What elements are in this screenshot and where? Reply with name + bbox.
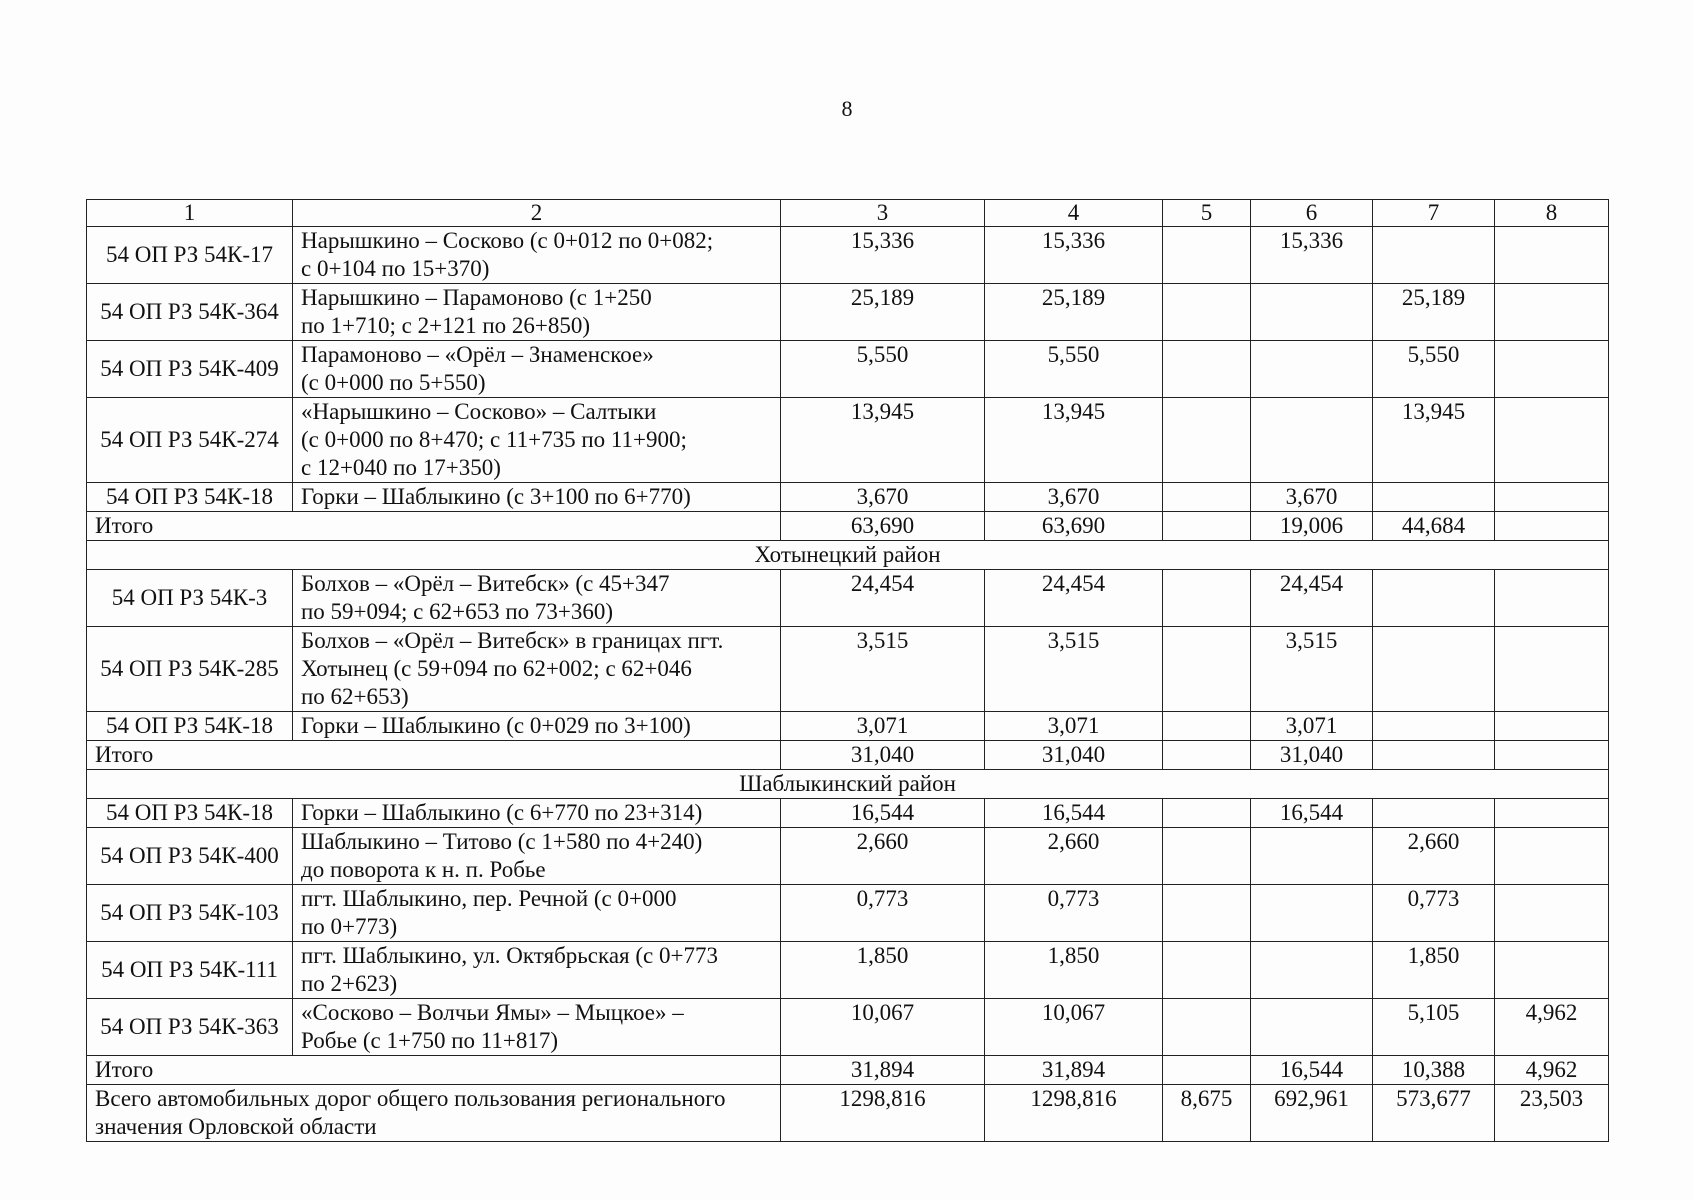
value-cell bbox=[1251, 828, 1373, 885]
column-header: 2 bbox=[293, 200, 781, 227]
road-code: 54 ОП РЗ 54К-3 bbox=[87, 570, 293, 627]
value-cell: 3,670 bbox=[985, 483, 1163, 512]
table-row bbox=[87, 570, 1609, 627]
column-header: 3 bbox=[781, 200, 985, 227]
value-cell bbox=[1251, 398, 1373, 483]
table-row bbox=[87, 828, 1609, 885]
road-name: пгт. Шаблыкино, пер. Речной (с 0+000 по 0+773) bbox=[293, 885, 781, 942]
road-code: 54 ОП РЗ 54К-400 bbox=[87, 828, 293, 885]
road-name: «Сосково – Волчьи Ямы» – Мыцкое» – Робье (с 1+750 по 11+817) bbox=[293, 999, 781, 1056]
value-cell: 16,544 bbox=[781, 799, 985, 828]
value-cell: 2,660 bbox=[781, 828, 985, 885]
total-cell bbox=[1163, 1056, 1251, 1085]
value-cell: 13,945 bbox=[985, 398, 1163, 483]
section-row bbox=[87, 541, 1609, 570]
road-name: Горки – Шаблыкино (с 6+770 по 23+314) bbox=[293, 799, 781, 828]
value-cell bbox=[1495, 284, 1609, 341]
value-cell bbox=[1251, 999, 1373, 1056]
value-cell: 1,850 bbox=[985, 942, 1163, 999]
value-cell: 2,660 bbox=[985, 828, 1163, 885]
total-cell: 23,503 bbox=[1495, 1085, 1609, 1142]
total-cell bbox=[1163, 512, 1251, 541]
table-row bbox=[87, 999, 1609, 1056]
total-cell bbox=[1163, 741, 1251, 770]
value-cell: 3,071 bbox=[985, 712, 1163, 741]
road-code: 54 ОП РЗ 54К-18 bbox=[87, 799, 293, 828]
value-cell bbox=[1495, 942, 1609, 999]
value-cell: 15,336 bbox=[985, 227, 1163, 284]
total-cell: 31,894 bbox=[781, 1056, 985, 1085]
value-cell bbox=[1251, 885, 1373, 942]
value-cell bbox=[1163, 570, 1251, 627]
total-cell: 10,388 bbox=[1373, 1056, 1495, 1085]
column-header: 8 bbox=[1495, 200, 1609, 227]
value-cell: 1,850 bbox=[781, 942, 985, 999]
total-label: Итого bbox=[87, 1056, 781, 1085]
value-cell bbox=[1373, 627, 1495, 712]
total-label: Всего автомобильных дорог общего пользования регионального значения Орловской области bbox=[87, 1085, 781, 1142]
column-header: 5 bbox=[1163, 200, 1251, 227]
table-row bbox=[87, 483, 1609, 512]
value-cell bbox=[1373, 483, 1495, 512]
value-cell bbox=[1163, 341, 1251, 398]
value-cell: 10,067 bbox=[781, 999, 985, 1056]
value-cell: 3,071 bbox=[1251, 712, 1373, 741]
value-cell: 3,670 bbox=[1251, 483, 1373, 512]
value-cell: 15,336 bbox=[1251, 227, 1373, 284]
table-row bbox=[87, 799, 1609, 828]
value-cell: 0,773 bbox=[781, 885, 985, 942]
value-cell bbox=[1251, 341, 1373, 398]
total-cell bbox=[1373, 741, 1495, 770]
value-cell bbox=[1373, 799, 1495, 828]
column-header: 1 bbox=[87, 200, 293, 227]
value-cell: 24,454 bbox=[1251, 570, 1373, 627]
table-row bbox=[87, 284, 1609, 341]
value-cell: 13,945 bbox=[781, 398, 985, 483]
table-row bbox=[87, 942, 1609, 999]
value-cell bbox=[1163, 799, 1251, 828]
column-header: 7 bbox=[1373, 200, 1495, 227]
value-cell bbox=[1163, 942, 1251, 999]
value-cell bbox=[1495, 483, 1609, 512]
road-code: 54 ОП РЗ 54К-18 bbox=[87, 483, 293, 512]
road-code: 54 ОП РЗ 54К-285 bbox=[87, 627, 293, 712]
value-cell: 25,189 bbox=[781, 284, 985, 341]
value-cell: 1,850 bbox=[1373, 942, 1495, 999]
road-code: 54 ОП РЗ 54К-364 bbox=[87, 284, 293, 341]
value-cell bbox=[1495, 570, 1609, 627]
value-cell bbox=[1163, 627, 1251, 712]
value-cell: 5,105 bbox=[1373, 999, 1495, 1056]
road-code: 54 ОП РЗ 54К-363 bbox=[87, 999, 293, 1056]
total-cell: 1298,816 bbox=[985, 1085, 1163, 1142]
road-name: «Нарышкино – Сосково» – Салтыки (с 0+000 по 8+470; с 11+735 по 11+900; с 12+040 по 17+350) bbox=[293, 398, 781, 483]
road-name: Горки – Шаблыкино (с 0+029 по 3+100) bbox=[293, 712, 781, 741]
table-row bbox=[87, 398, 1609, 483]
road-name: Горки – Шаблыкино (с 3+100 по 6+770) bbox=[293, 483, 781, 512]
total-cell: 1298,816 bbox=[781, 1085, 985, 1142]
section-row bbox=[87, 770, 1609, 799]
value-cell bbox=[1495, 799, 1609, 828]
value-cell bbox=[1495, 828, 1609, 885]
section-title: Хотынецкий район bbox=[87, 541, 1609, 570]
value-cell bbox=[1163, 227, 1251, 284]
road-name: пгт. Шаблыкино, ул. Октябрьская (с 0+773 по 2+623) bbox=[293, 942, 781, 999]
value-cell bbox=[1495, 885, 1609, 942]
total-cell bbox=[1495, 512, 1609, 541]
road-table bbox=[86, 199, 1609, 1142]
value-cell: 5,550 bbox=[985, 341, 1163, 398]
page-number: 8 bbox=[841, 96, 853, 121]
total-cell bbox=[1495, 741, 1609, 770]
value-cell bbox=[1495, 627, 1609, 712]
value-cell: 3,071 bbox=[781, 712, 985, 741]
total-cell: 19,006 bbox=[1251, 512, 1373, 541]
total-cell: 63,690 bbox=[781, 512, 985, 541]
total-cell: 16,544 bbox=[1251, 1056, 1373, 1085]
value-cell bbox=[1163, 712, 1251, 741]
road-code: 54 ОП РЗ 54К-111 bbox=[87, 942, 293, 999]
road-name: Болхов – «Орёл – Витебск» (с 45+347 по 59+094; с 62+653 по 73+360) bbox=[293, 570, 781, 627]
value-cell bbox=[1373, 712, 1495, 741]
total-label: Итого bbox=[87, 512, 781, 541]
value-cell bbox=[1163, 999, 1251, 1056]
total-row bbox=[87, 741, 1609, 770]
value-cell bbox=[1163, 284, 1251, 341]
value-cell bbox=[1495, 227, 1609, 284]
table-row bbox=[87, 627, 1609, 712]
value-cell bbox=[1495, 712, 1609, 741]
road-name: Нарышкино – Парамоново (с 1+250 по 1+710; с 2+121 по 26+850) bbox=[293, 284, 781, 341]
value-cell bbox=[1373, 570, 1495, 627]
total-cell: 573,677 bbox=[1373, 1085, 1495, 1142]
value-cell bbox=[1251, 942, 1373, 999]
value-cell: 3,515 bbox=[985, 627, 1163, 712]
total-cell: 692,961 bbox=[1251, 1085, 1373, 1142]
value-cell: 13,945 bbox=[1373, 398, 1495, 483]
table-row bbox=[87, 227, 1609, 284]
road-name: Шаблыкино – Титово (с 1+580 по 4+240) до поворота к н. п. Робье bbox=[293, 828, 781, 885]
value-cell bbox=[1495, 398, 1609, 483]
value-cell: 16,544 bbox=[985, 799, 1163, 828]
value-cell bbox=[1251, 284, 1373, 341]
table-row bbox=[87, 885, 1609, 942]
road-name: Болхов – «Орёл – Витебск» в границах пгт. Хотынец (с 59+094 по 62+002; с 62+046 по 62+653) bbox=[293, 627, 781, 712]
value-cell bbox=[1495, 341, 1609, 398]
value-cell: 4,962 bbox=[1495, 999, 1609, 1056]
total-row bbox=[87, 1056, 1609, 1085]
road-name: Нарышкино – Сосково (с 0+012 по 0+082; с 0+104 по 15+370) bbox=[293, 227, 781, 284]
value-cell bbox=[1163, 398, 1251, 483]
total-cell: 63,690 bbox=[985, 512, 1163, 541]
total-row bbox=[87, 512, 1609, 541]
road-code: 54 ОП РЗ 54К-274 bbox=[87, 398, 293, 483]
value-cell: 3,515 bbox=[781, 627, 985, 712]
value-cell bbox=[1163, 828, 1251, 885]
total-label: Итого bbox=[87, 741, 781, 770]
road-code: 54 ОП РЗ 54К-18 bbox=[87, 712, 293, 741]
table-header-row bbox=[87, 200, 1609, 227]
value-cell bbox=[1373, 227, 1495, 284]
total-cell: 31,040 bbox=[1251, 741, 1373, 770]
total-cell: 4,962 bbox=[1495, 1056, 1609, 1085]
total-cell: 31,894 bbox=[985, 1056, 1163, 1085]
total-cell: 31,040 bbox=[985, 741, 1163, 770]
value-cell: 25,189 bbox=[985, 284, 1163, 341]
value-cell: 15,336 bbox=[781, 227, 985, 284]
total-cell: 8,675 bbox=[1163, 1085, 1251, 1142]
value-cell: 25,189 bbox=[1373, 284, 1495, 341]
value-cell: 24,454 bbox=[781, 570, 985, 627]
column-header: 6 bbox=[1251, 200, 1373, 227]
total-cell: 31,040 bbox=[781, 741, 985, 770]
value-cell: 2,660 bbox=[1373, 828, 1495, 885]
value-cell: 24,454 bbox=[985, 570, 1163, 627]
table-row bbox=[87, 341, 1609, 398]
column-header: 4 bbox=[985, 200, 1163, 227]
road-name: Парамоново – «Орёл – Знаменское» (с 0+000 по 5+550) bbox=[293, 341, 781, 398]
value-cell: 16,544 bbox=[1251, 799, 1373, 828]
value-cell: 0,773 bbox=[1373, 885, 1495, 942]
total-cell: 44,684 bbox=[1373, 512, 1495, 541]
value-cell: 5,550 bbox=[1373, 341, 1495, 398]
road-code: 54 ОП РЗ 54К-409 bbox=[87, 341, 293, 398]
value-cell bbox=[1163, 885, 1251, 942]
value-cell: 3,670 bbox=[781, 483, 985, 512]
total-row bbox=[87, 1085, 1609, 1142]
value-cell: 5,550 bbox=[781, 341, 985, 398]
section-title: Шаблыкинский район bbox=[87, 770, 1609, 799]
value-cell bbox=[1163, 483, 1251, 512]
value-cell: 10,067 bbox=[985, 999, 1163, 1056]
value-cell: 3,515 bbox=[1251, 627, 1373, 712]
table-row bbox=[87, 712, 1609, 741]
road-code: 54 ОП РЗ 54К-103 bbox=[87, 885, 293, 942]
value-cell: 0,773 bbox=[985, 885, 1163, 942]
road-code: 54 ОП РЗ 54К-17 bbox=[87, 227, 293, 284]
